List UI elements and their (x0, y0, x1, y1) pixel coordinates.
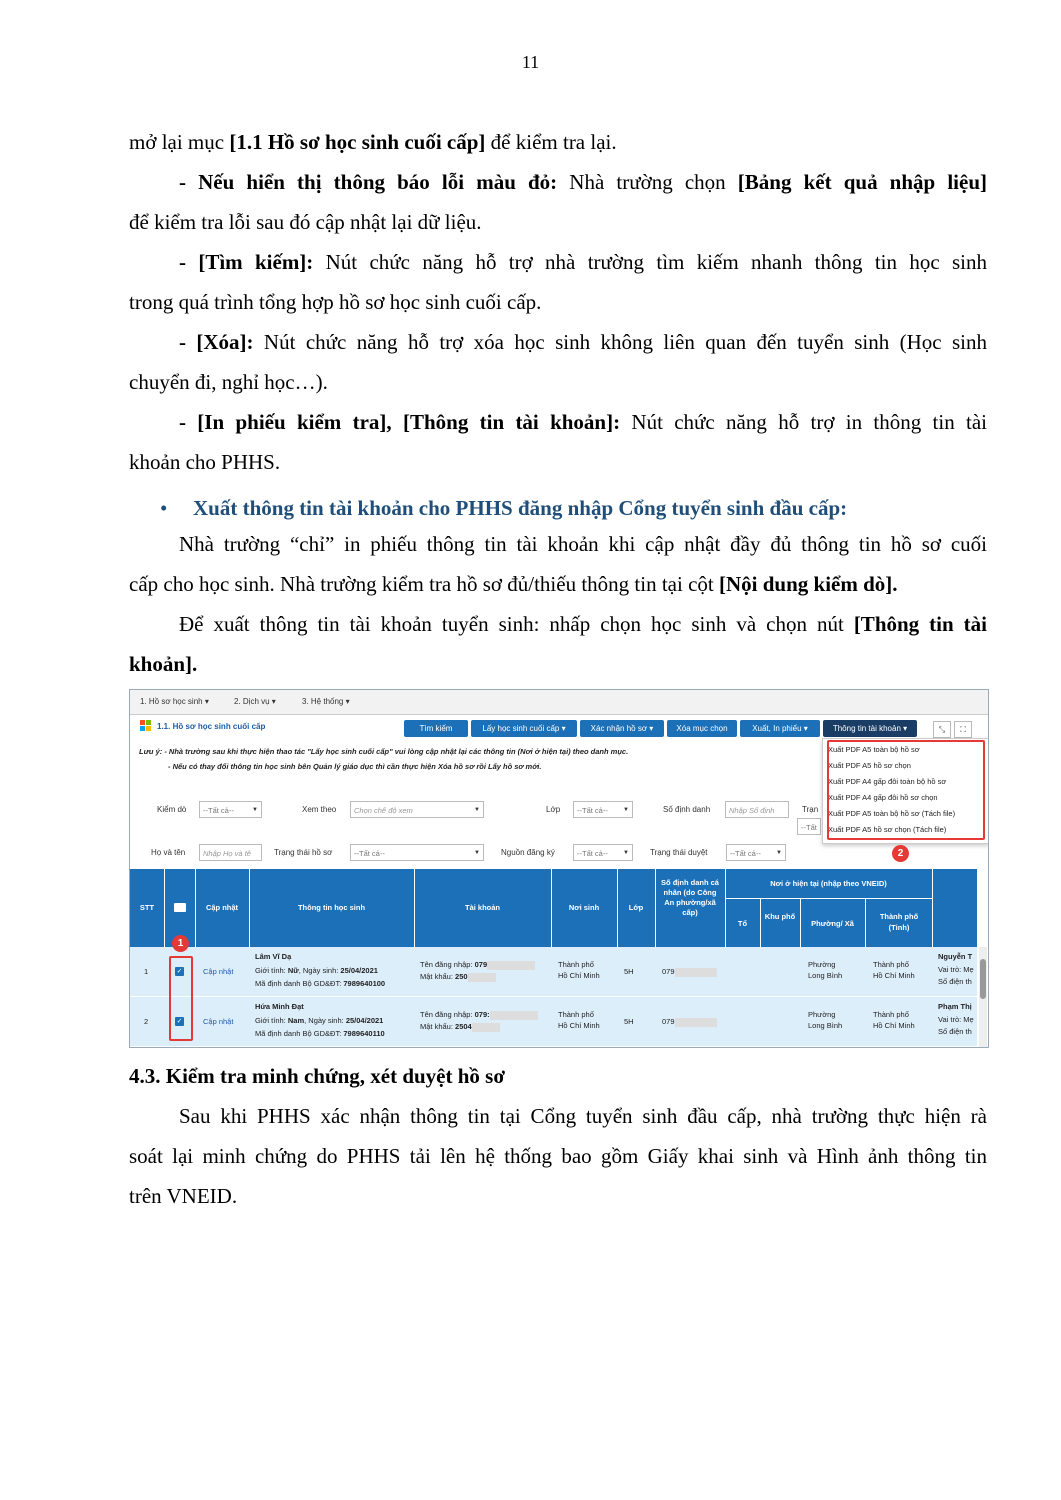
select-value: --Tất (801, 823, 817, 832)
confirm-profile-button[interactable]: Xác nhận hồ sơ ▾ (580, 720, 664, 737)
bold-text: [Thông tin tài (853, 612, 987, 636)
text: 079 (662, 1017, 675, 1026)
paragraph-delete-line1 (129, 322, 987, 362)
paragraph-export-line1 (129, 604, 987, 644)
dropdown-item[interactable]: Xuất PDF A5 hồ sơ chọn (828, 761, 911, 770)
text: Mã định danh Bộ GD&ĐT: (255, 979, 344, 988)
filter-label-so-dinh-danh: Số định danh (663, 805, 711, 814)
city-line1: Thành phố (873, 1010, 909, 1019)
birthplace-line2: Hồ Chí Minh (558, 1021, 600, 1030)
paragraph-error-line1 (129, 162, 987, 202)
update-link[interactable]: Cập nhật (203, 1017, 234, 1026)
ward-line2: Long Bình (808, 1021, 843, 1030)
select-value: --Tất cả-- (730, 849, 761, 858)
birthplace-line1: Thành phố (558, 1010, 594, 1019)
text: Mật khẩu: (420, 972, 456, 981)
cell-stt: 2 (144, 1017, 149, 1026)
header-thong-tin-hoc-sinh: Thông tin học sinh (297, 903, 366, 912)
page-number: 11 (521, 52, 540, 72)
text: Giới tính: (255, 1016, 288, 1025)
city-line1: Thành phố (873, 960, 909, 969)
chevron-down-icon: ▼ (252, 807, 258, 813)
personal-id (662, 966, 717, 977)
account-password (420, 971, 496, 982)
menu-ho-so-hoc-sinh[interactable]: 1. Hồ sơ học sinh ▾ (140, 697, 209, 706)
student-id (255, 1028, 385, 1039)
text: Nút chức năng hỗ trợ nhà trường tìm kiếm nhanh thông tin học sinh (313, 250, 987, 274)
account-info-button[interactable]: Thông tin tài khoản ▾ (823, 720, 917, 737)
row-checkbox-checked[interactable]: ✓ (176, 968, 183, 975)
select-value: --Tất cả-- (577, 849, 608, 858)
paragraph-reopen (129, 122, 987, 162)
text: Mật khẩu: (420, 1022, 456, 1031)
dropdown-item[interactable]: Xuất PDF A4 gấp đôi toàn bộ hồ sơ (828, 777, 947, 786)
bold-text: - Nếu hiển thị thông báo lỗi màu đỏ: (179, 170, 558, 194)
bold-text: 079 (474, 960, 488, 969)
filter-label-xem-theo: Xem theo (302, 805, 337, 814)
parent-phone: Số điện th (938, 1027, 972, 1036)
bold-text: [Nội dung kiểm dò]. (718, 572, 898, 596)
text: Mã định danh Bộ GD&ĐT: (255, 1029, 344, 1038)
redacted-block (675, 968, 717, 977)
table-row[interactable] (130, 997, 977, 1046)
filter-tran-select[interactable] (797, 818, 821, 835)
paragraph-only-print-line2 (129, 564, 987, 604)
select-value: --Tất cả-- (577, 806, 608, 815)
text: mở lại mục (129, 130, 230, 154)
bold-text: 7989640110 (343, 1029, 385, 1038)
student-gender-dob (255, 1015, 383, 1026)
filter-label-trang-thai-duyet: Trạng thái duyệt (650, 848, 708, 857)
paragraph-delete-line2: chuyển đi, nghỉ học…). (129, 370, 328, 394)
filter-nguon-dang-ky-select[interactable] (573, 844, 633, 861)
update-link[interactable]: Cập nhật (203, 967, 234, 976)
text: Để xuất thông tin tài khoản tuyển sinh: nhấp chọn học sinh và chọn nút (179, 612, 854, 636)
select-all-checkbox[interactable] (174, 903, 186, 912)
filter-ho-va-ten-input[interactable] (199, 844, 262, 861)
account-username (420, 959, 535, 970)
parent-role: Vai trò: Mẹ (938, 1015, 974, 1024)
student-name: Hứa Minh Đạt (255, 1002, 304, 1011)
dropdown-item[interactable]: Xuất PDF A5 toàn bộ hồ sơ (Tách file) (828, 809, 956, 818)
menu-dich-vu[interactable]: 2. Dịch vụ ▾ (234, 697, 276, 706)
header-thanh-pho: Thành phố (Tỉnh) (879, 912, 919, 932)
bold-text: - [Xóa]: (179, 330, 254, 354)
delete-selected-button[interactable]: Xóa mục chọn (667, 720, 737, 737)
parent-role: Vai trò: Mẹ (938, 965, 974, 974)
text: cấp cho học sinh. Nhà trường kiểm tra hồ sơ đủ/thiếu thông tin tại cột (129, 572, 719, 596)
filter-lop-select[interactable] (573, 801, 633, 818)
bold-text: Nữ (287, 966, 299, 975)
parent-phone: Số điện th (938, 977, 972, 986)
vertical-scrollbar[interactable] (979, 947, 987, 1047)
input-placeholder: Nhập Họ và tê (203, 849, 251, 858)
paragraph-print-line2: khoản cho PHHS. (129, 450, 281, 474)
header-stt: STT (139, 903, 155, 912)
student-name: Lâm Vĩ Dạ (255, 952, 292, 961)
paragraph-error-line2: để kiểm tra lỗi sau đó cập nhật lại dữ liệu. (129, 210, 482, 234)
header-noi-o-hien-tai: Nơi ở hiện tại (nhập theo VNEID) (770, 879, 887, 888)
cell-stt: 1 (144, 967, 149, 976)
step-badge-1: 1 (172, 935, 189, 952)
class: 5H (624, 967, 634, 976)
filter-xem-theo-select[interactable] (350, 801, 484, 818)
text: , Ngày sinh: (304, 1016, 346, 1025)
chevron-down-icon: ▼ (623, 850, 629, 856)
select-value: --Tất cả-- (354, 849, 385, 858)
birthplace-line2: Hồ Chí Minh (558, 971, 600, 980)
header-to: Tổ (737, 919, 748, 928)
bold-text: 25/04/2021 (340, 966, 378, 975)
header-lop: Lớp (628, 903, 644, 912)
header-so-dinh-danh: Số định danh cá nhân (do Công An phường/xã cấp) (661, 878, 719, 917)
filter-label-kiem-do: Kiểm dò (157, 805, 187, 814)
bullet-dot: • (160, 496, 168, 520)
bold-text: - [In phiếu kiểm tra], [Thông tin tài khoản]: (179, 410, 621, 434)
city-line2: Hồ Chí Minh (873, 971, 915, 980)
redacted-block (490, 1011, 538, 1020)
city-line2: Hồ Chí Minh (873, 1021, 915, 1030)
text: Nút chức năng hỗ trợ in thông tin tài (620, 410, 987, 434)
paragraph-review-line3: trên VNEID. (129, 1184, 238, 1208)
header-tai-khoan: Tài khoản (464, 903, 500, 912)
menu-bar (130, 690, 988, 715)
search-button[interactable]: Tìm kiếm (404, 720, 468, 737)
paragraph-search-line2: trong quá trình tổng hợp hồ sơ học sinh cuối cấp. (129, 290, 542, 314)
filter-label-nguon-dang-ky: Nguồn đăng ký (501, 848, 555, 857)
section-heading-4-3: 4.3. Kiểm tra minh chứng, xét duyệt hồ sơ (129, 1064, 505, 1088)
ward-line1: Phường (808, 960, 836, 969)
bold-text: 250 (455, 972, 468, 981)
input-placeholder: Nhập Số định (729, 806, 775, 815)
page-title: 1.1. Hồ sơ học sinh cuối cấp (157, 722, 266, 731)
paragraph-only-print-line1: Nhà trường “chỉ” in phiếu thông tin tài khoản khi cập nhật đầy đủ thông tin hồ sơ cuối (179, 532, 987, 556)
ward-line1: Phường (808, 1010, 836, 1019)
note-line2: - Nếu có thay đổi thông tin học sinh bên Quản lý giáo dục thì cần thực hiện Xóa hồ sơ rồi Lấy hồ sơ mới. (168, 762, 542, 771)
collapse-icon[interactable]: ⤡ (933, 721, 951, 738)
redacted-block (468, 973, 496, 982)
header-khu-pho: Khu phố (764, 912, 796, 921)
text: Nhà trường chọn (557, 170, 738, 194)
birthplace-line1: Thành phố (558, 960, 594, 969)
filter-label-tran: Trạn (802, 805, 819, 814)
ward-line2: Long Bình (808, 971, 843, 980)
table-row[interactable] (130, 947, 977, 996)
account-password (420, 1021, 500, 1032)
dropdown-item[interactable]: Xuất PDF A4 gấp đôi hồ sơ chọn (828, 793, 938, 802)
text: 079 (662, 967, 675, 976)
student-id (255, 978, 385, 989)
chevron-down-icon: ▼ (776, 850, 782, 856)
bullet-heading: Xuất thông tin tài khoản cho PHHS đăng nhập Cổng tuyển sinh đầu cấp: (193, 496, 848, 520)
chevron-down-icon: ▼ (474, 807, 480, 813)
note-line1: Lưu ý: - Nhà trường sau khi thực hiện thao tác "Lấy học sinh cuối cấp" vui lòng cập nhật lại các thông tin (Nơi ở hiện tại) theo danh mục. (139, 747, 629, 756)
parent-name: Phạm Thị (938, 1002, 972, 1011)
bold-text: khoản]. (129, 652, 198, 676)
chevron-down-icon: ▼ (623, 807, 629, 813)
row-checkbox-checked[interactable]: ✓ (176, 1018, 183, 1025)
filter-label-trang-thai-ho-so: Trạng thái hồ sơ (274, 848, 333, 857)
account-username (420, 1009, 538, 1020)
fullscreen-icon[interactable]: ⛶ (954, 721, 972, 738)
dropdown-item[interactable]: Xuất PDF A5 toàn bộ hồ sơ (828, 745, 920, 754)
filter-so-dinh-danh-input[interactable] (725, 801, 789, 818)
text: Giới tính: (255, 966, 288, 975)
student-gender-dob (255, 965, 378, 976)
get-students-button[interactable]: Lấy học sinh cuối cấp ▾ (471, 720, 577, 737)
checkbox-highlight (169, 956, 193, 1041)
header-phuong-xa: Phường/ Xã (811, 919, 854, 928)
filter-trang-thai-duyet-select[interactable] (726, 844, 786, 861)
bold-text: 25/04/2021 (345, 1016, 384, 1025)
paragraph-review-line1: Sau khi PHHS xác nhận thông tin tại Cổng tuyển sinh đầu cấp, nhà trường thực hiện rà (179, 1104, 987, 1128)
bold-text: 7989640100 (343, 979, 386, 988)
chevron-down-icon: ▼ (474, 850, 480, 856)
bold-text: - [Tìm kiếm]: (179, 250, 314, 274)
filter-kiem-do-select[interactable] (199, 801, 262, 818)
filter-trang-thai-ho-so-select[interactable] (350, 844, 484, 861)
filter-label-ho-va-ten: Họ và tên (151, 848, 186, 857)
dropdown-item[interactable]: Xuất PDF A5 hồ sơ chọn (Tách file) (828, 825, 947, 834)
select-value: --Tất cả-- (203, 806, 234, 815)
bold-text: Nam (287, 1016, 305, 1025)
redacted-block (472, 1023, 500, 1032)
table-header (130, 869, 977, 947)
text: để kiểm tra lại. (485, 130, 617, 154)
text: Nút chức năng hỗ trợ xóa học sinh không liên quan đến tuyển sinh (Học sinh (253, 330, 987, 354)
parent-name: Nguyễn T (938, 952, 973, 961)
dropdown-highlight (827, 740, 985, 840)
text: Tên đăng nhập: (420, 1010, 475, 1019)
text: Tên đăng nhập: (420, 960, 475, 969)
windows-logo-icon (140, 720, 152, 732)
paragraph-search-line1 (129, 242, 987, 282)
bold-text: [1.1 Hồ sơ học sinh cuối cấp] (229, 130, 486, 154)
bold-text: [Bảng kết quả nhập liệu] (737, 170, 988, 194)
personal-id (662, 1016, 717, 1027)
bold-text: 079: (474, 1010, 490, 1019)
paragraph-export-line2 (129, 644, 987, 684)
embedded-screenshot (129, 689, 989, 1048)
header-cap-nhat: Cập nhật (205, 903, 239, 912)
step-badge-2: 2 (892, 845, 909, 862)
filter-label-lop: Lớp (546, 805, 561, 814)
redacted-block (487, 961, 535, 970)
paragraph-print-line1 (129, 402, 987, 442)
select-placeholder: Chọn chế độ xem (354, 806, 413, 815)
bold-text: 2504 (455, 1022, 472, 1031)
redacted-block (675, 1018, 717, 1027)
class: 5H (624, 1017, 634, 1026)
header-noi-sinh: Nơi sinh (568, 903, 600, 912)
menu-he-thong[interactable]: 3. Hệ thống ▾ (302, 697, 350, 706)
paragraph-review-line2: soát lại minh chứng do PHHS tải lên hệ thống bao gồm Giấy khai sinh và Hình ảnh thông tin (129, 1144, 987, 1168)
text: , Ngày sinh: (298, 966, 341, 975)
export-print-button[interactable]: Xuất, In phiếu ▾ (740, 720, 820, 737)
